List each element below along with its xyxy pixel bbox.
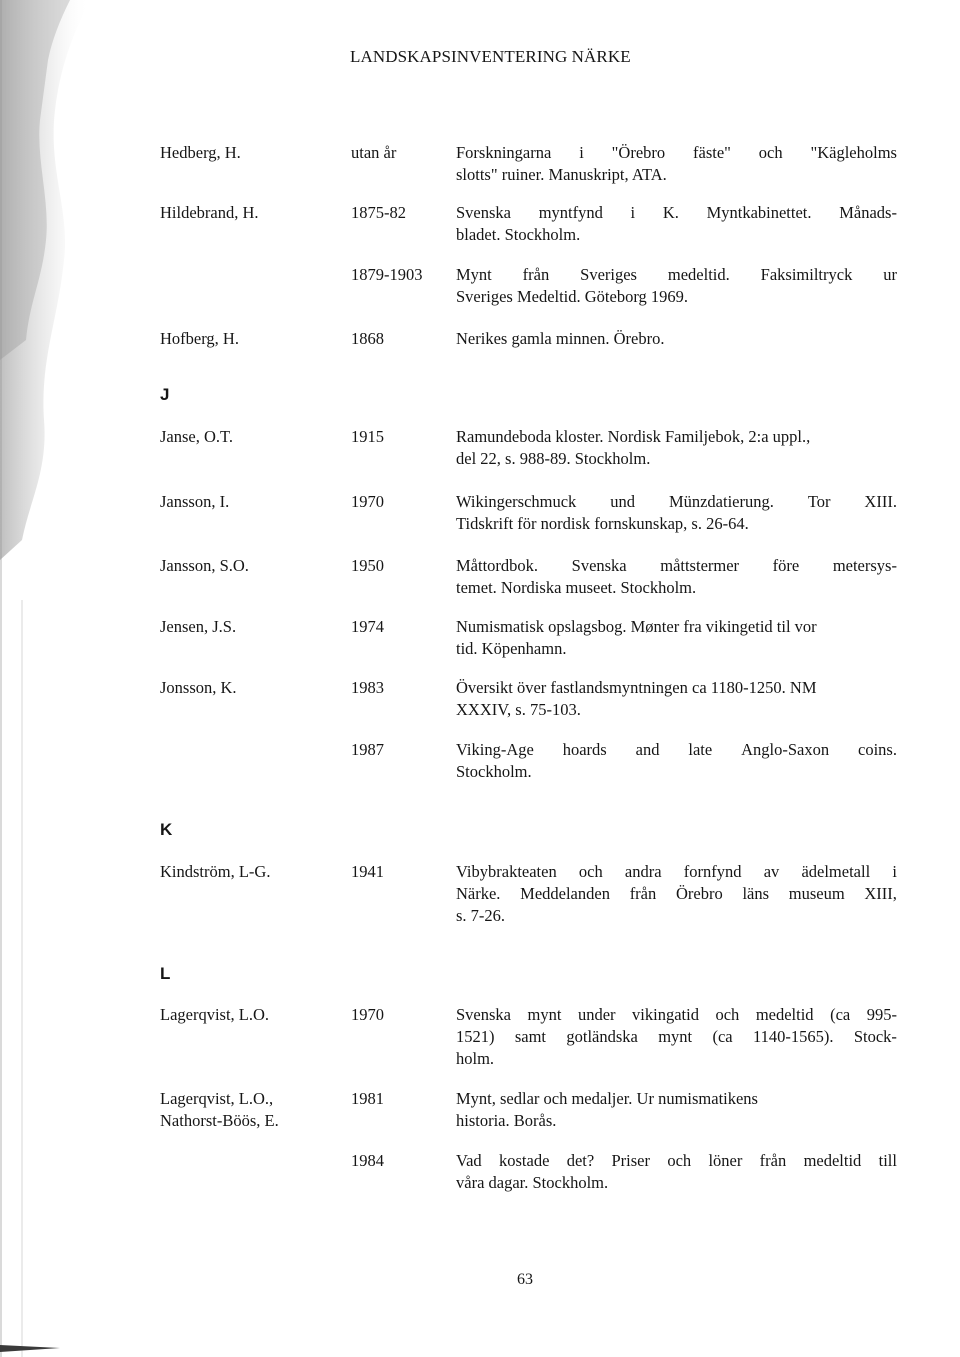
- page-title: LANDSKAPSINVENTERING NÄRKE: [350, 47, 631, 66]
- reference-word: late: [688, 740, 713, 759]
- reference-word: (ca: [712, 1027, 733, 1046]
- reference-word: från: [629, 884, 657, 903]
- entry-year: 1941: [351, 862, 384, 881]
- reference-word: och: [667, 1151, 692, 1170]
- reference-word: i: [892, 862, 897, 881]
- author-line: Lagerqvist, L.O.,: [160, 1089, 274, 1108]
- reference-word: Närke.: [456, 884, 501, 903]
- entry-year: 1987: [351, 740, 384, 759]
- reference-word: andra: [624, 862, 662, 881]
- reference-line: Sveriges Medeltid. Göteborg 1969.: [456, 287, 689, 306]
- reference-line: [456, 1150, 897, 1172]
- reference-word: Priser: [611, 1151, 650, 1170]
- reference-word: till: [878, 1151, 897, 1170]
- reference-word: hoards: [562, 740, 607, 759]
- reference-word: myntfynd: [538, 203, 603, 222]
- entry-reference: [456, 328, 897, 350]
- entry-reference: [456, 677, 897, 721]
- reference-word: i: [630, 203, 636, 222]
- reference-line: Ramundeboda kloster. Nordisk Familjebok, 2:a uppl.,: [456, 427, 811, 446]
- entry-year: 1875-82: [351, 203, 406, 222]
- entry-year: 1950: [351, 556, 384, 575]
- reference-line: XXXIV, s. 75-103.: [456, 700, 581, 719]
- entry-year: utan år: [351, 143, 397, 162]
- reference-line: Numismatisk opslagsbog. Mønter fra vikingetid til vor: [456, 617, 817, 636]
- entry-reference: [456, 739, 897, 783]
- author-line: Hedberg, H.: [160, 143, 241, 162]
- entry-author: [160, 555, 340, 577]
- reference-word: måttstermer: [660, 556, 740, 575]
- author-line: Nathorst-Böös, E.: [160, 1111, 279, 1130]
- reference-word: ur: [883, 265, 897, 284]
- reference-word: 1140-1565).: [752, 1027, 834, 1046]
- reference-line: del 22, s. 988-89. Stockholm.: [456, 449, 651, 468]
- author-line: Jansson, I.: [160, 492, 230, 511]
- entry-reference: [456, 264, 897, 308]
- reference-word: mynt: [658, 1027, 693, 1046]
- reference-word: Stock-: [853, 1027, 897, 1046]
- reference-word: Sveriges: [580, 265, 637, 284]
- entry-author: [160, 1088, 340, 1132]
- section-letter-l: L: [160, 964, 171, 983]
- reference-line: [456, 1004, 897, 1026]
- reference-line: [456, 739, 897, 761]
- reference-word: Svenska: [456, 1005, 511, 1024]
- reference-word: från: [759, 1151, 787, 1170]
- reference-word: Faksimiltryck: [760, 265, 853, 284]
- reference-word: medeltid: [803, 1151, 862, 1170]
- reference-word: löner: [708, 1151, 743, 1170]
- reference-word: medeltid: [755, 1005, 814, 1024]
- page-number: 63: [517, 1271, 533, 1288]
- reference-word: coins.: [858, 740, 897, 759]
- entry-reference: [456, 426, 897, 470]
- entry-year: 1868: [351, 329, 384, 348]
- reference-line: [456, 1026, 897, 1048]
- reference-word: fornfynd: [683, 862, 742, 881]
- reference-word: 1521): [456, 1027, 495, 1046]
- section-letter-j: J: [160, 385, 170, 404]
- author-line: Hildebrand, H.: [160, 203, 259, 222]
- reference-word: i: [579, 143, 584, 162]
- entry-reference: [456, 1150, 897, 1194]
- reference-word: och: [578, 862, 603, 881]
- reference-line: tid. Köpenhamn.: [456, 639, 567, 658]
- reference-line: Stockholm.: [456, 762, 532, 781]
- entry-author: [160, 328, 340, 350]
- entry-author: [160, 142, 340, 164]
- reference-word: "Kägleholms: [810, 143, 897, 162]
- author-line: Janse, O.T.: [160, 427, 234, 446]
- reference-word: medeltid.: [667, 265, 730, 284]
- reference-word: och: [758, 143, 783, 162]
- entry-year: 1981: [351, 1089, 384, 1108]
- entry-year: 1970: [351, 1005, 384, 1024]
- reference-word: samt: [514, 1027, 547, 1046]
- reference-word: fäste": [693, 143, 731, 162]
- reference-line: historia. Borås.: [456, 1111, 557, 1130]
- reference-word: und: [610, 492, 635, 511]
- entry-author: [160, 202, 340, 224]
- reference-word: kostade: [498, 1151, 550, 1170]
- reference-line: Översikt över fastlandsmyntningen ca 1180-1250. NM: [456, 678, 817, 697]
- entry-reference: [456, 491, 897, 535]
- reference-word: Mynt: [456, 265, 492, 284]
- entry-reference: [456, 202, 897, 246]
- reference-word: Wikingerschmuck: [456, 492, 577, 511]
- reference-word: det?: [566, 1151, 595, 1170]
- reference-line: Mynt, sedlar och medaljer. Ur numismatikens: [456, 1089, 758, 1108]
- reference-word: (ca: [830, 1005, 851, 1024]
- author-line: Jensen, J.S.: [160, 617, 237, 636]
- reference-word: Münzdatierung.: [668, 492, 774, 511]
- reference-word: Myntkabinettet.: [706, 203, 812, 222]
- reference-line: bladet. Stockholm.: [456, 225, 581, 244]
- reference-line: slotts" ruiner. Manuskript, ATA.: [456, 165, 667, 184]
- section-letter-k: K: [160, 820, 173, 839]
- entry-author: [160, 426, 340, 448]
- reference-word: Örebro: [675, 884, 723, 903]
- entry-reference: [456, 616, 897, 660]
- reference-word: gotländska: [566, 1027, 638, 1046]
- reference-line: s. 7-26.: [456, 906, 506, 925]
- reference-word: läns: [742, 884, 770, 903]
- entry-year: 1915: [351, 427, 384, 446]
- reference-line: [456, 491, 897, 513]
- entry-reference: [456, 555, 897, 599]
- reference-word: Månads-: [839, 203, 897, 222]
- reference-word: vikingatid: [632, 1005, 699, 1024]
- reference-word: Anglo-Saxon: [741, 740, 830, 759]
- reference-word: Måttordbok.: [456, 556, 539, 575]
- entry-year: 1974: [351, 617, 384, 636]
- entry-author: [160, 1004, 340, 1026]
- reference-word: och: [715, 1005, 740, 1024]
- entry-reference: [456, 861, 897, 927]
- reference-word: Tor: [807, 492, 831, 511]
- reference-line: [456, 264, 897, 286]
- reference-line: temet. Nordiska museet. Stockholm.: [456, 578, 697, 597]
- reference-word: Vad: [456, 1151, 482, 1170]
- reference-word: före: [772, 556, 800, 575]
- entry-year: 1984: [351, 1151, 384, 1170]
- author-line: Jansson, S.O.: [160, 556, 249, 575]
- reference-word: mynt: [527, 1005, 562, 1024]
- reference-line: holm.: [456, 1049, 495, 1068]
- reference-word: ädelmetall: [801, 862, 871, 881]
- reference-line: [456, 555, 897, 577]
- reference-word: Viking-Age: [456, 740, 534, 759]
- entry-reference: [456, 1088, 897, 1132]
- reference-word: museum: [788, 884, 845, 903]
- entry-year: 1879-1903: [351, 265, 423, 284]
- reference-line: Tidskrift för nordisk fornskunskap, s. 26-64.: [456, 514, 749, 533]
- reference-word: XIII.: [864, 492, 897, 511]
- reference-word: under: [577, 1005, 616, 1024]
- reference-word: metersys-: [832, 556, 897, 575]
- author-line: Kindström, L-G.: [160, 862, 271, 881]
- reference-line: [456, 861, 897, 883]
- author-line: Hofberg, H.: [160, 329, 239, 348]
- author-line: Lagerqvist, L.O.: [160, 1005, 270, 1024]
- reference-word: Meddelanden: [520, 884, 610, 903]
- reference-line: våra dagar. Stockholm.: [456, 1173, 609, 1192]
- entry-year: 1970: [351, 492, 384, 511]
- reference-word: K.: [662, 203, 679, 222]
- reference-word: 995-: [866, 1005, 897, 1024]
- reference-word: Svenska: [456, 203, 511, 222]
- author-line: Jonsson, K.: [160, 678, 237, 697]
- entry-author: [160, 677, 340, 699]
- reference-word: Forskningarna: [456, 143, 552, 162]
- entry-author: [160, 616, 340, 638]
- reference-word: av: [763, 862, 780, 881]
- reference-word: XIII,: [864, 884, 897, 903]
- reference-word: and: [635, 740, 660, 759]
- entry-year: 1983: [351, 678, 384, 697]
- entry-reference: [456, 1004, 897, 1070]
- reference-line: [456, 883, 897, 905]
- reference-word: "Örebro: [611, 143, 666, 162]
- reference-line: [456, 202, 897, 224]
- entry-reference: [456, 142, 897, 186]
- reference-word: Svenska: [571, 556, 627, 575]
- entry-author: [160, 861, 340, 883]
- reference-line: [456, 142, 897, 164]
- reference-line: Nerikes gamla minnen. Örebro.: [456, 329, 665, 348]
- reference-word: från: [522, 265, 550, 284]
- reference-word: Vibybrakteaten: [456, 862, 557, 881]
- entry-author: [160, 491, 340, 513]
